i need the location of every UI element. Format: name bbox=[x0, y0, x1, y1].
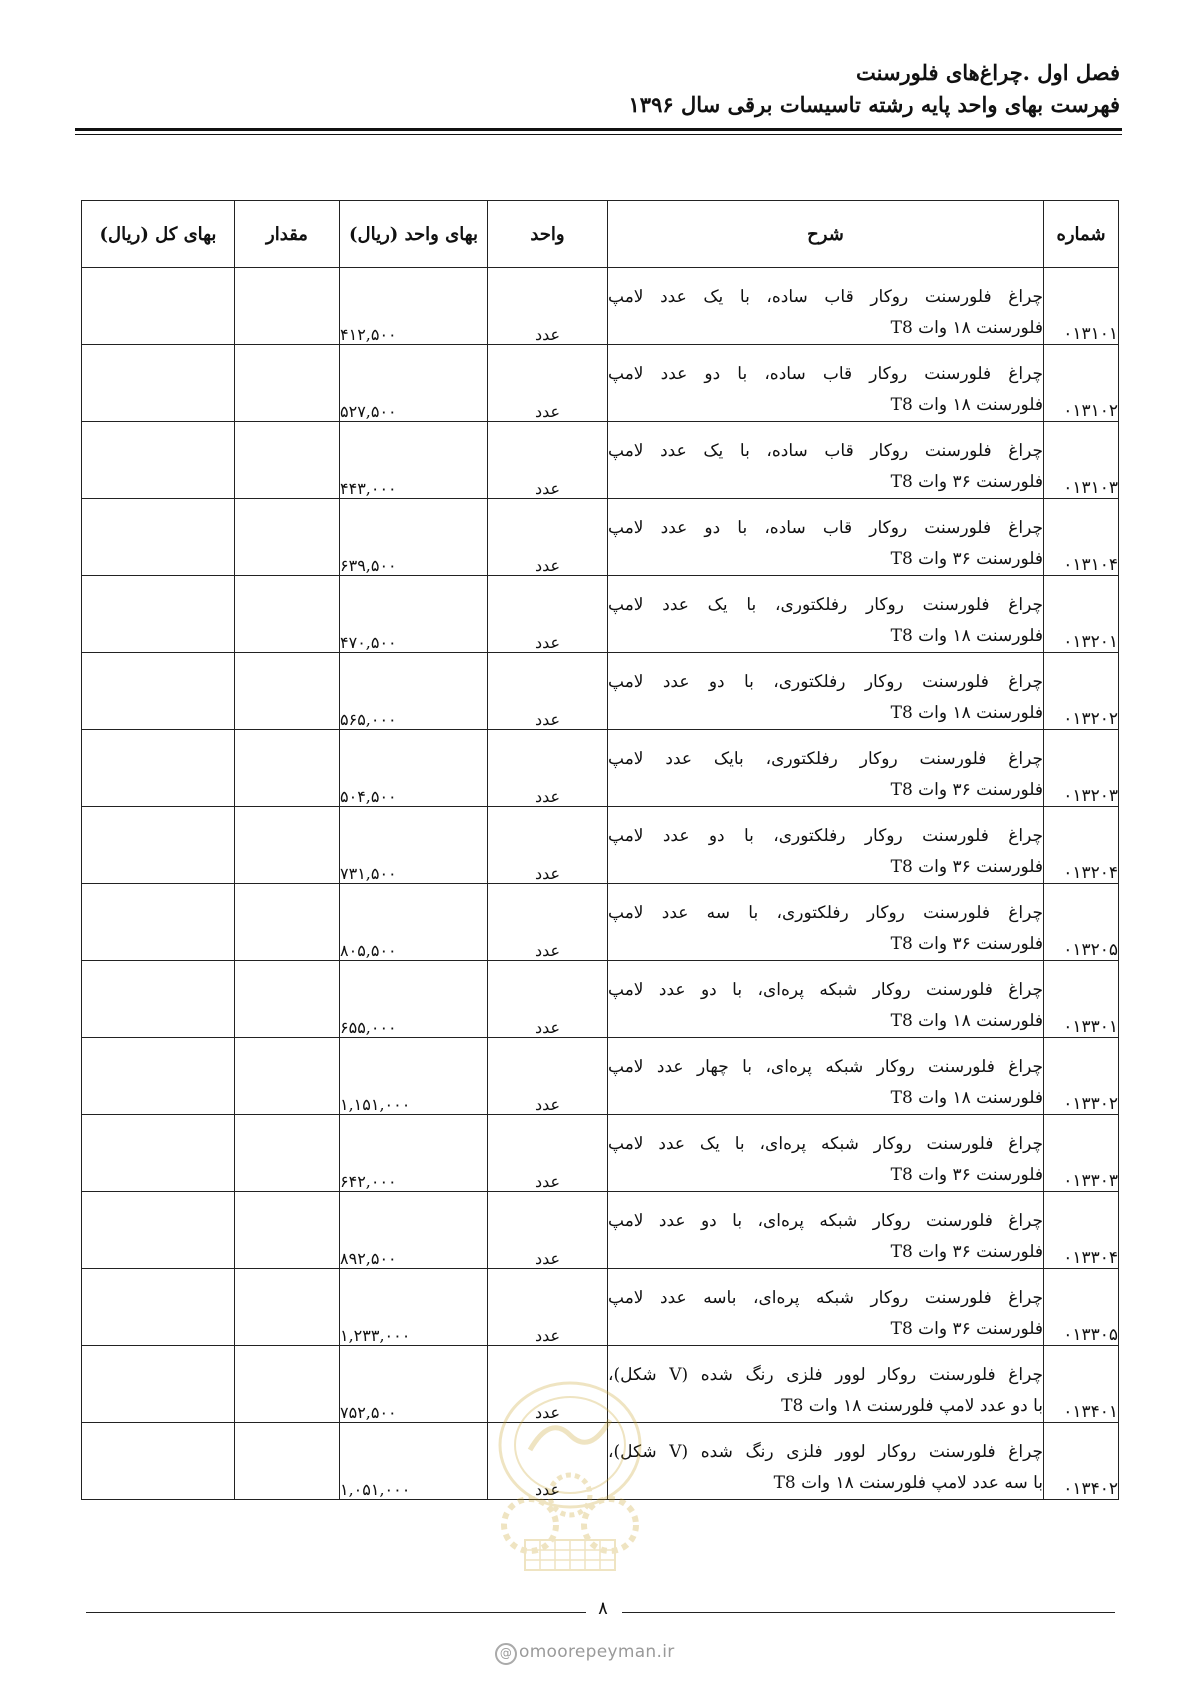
item-description bbox=[608, 961, 1044, 1038]
item-description bbox=[608, 345, 1044, 422]
item-description bbox=[608, 653, 1044, 730]
item-description bbox=[608, 268, 1044, 345]
item-description bbox=[608, 576, 1044, 653]
item-description bbox=[608, 1269, 1044, 1346]
item-unit: عدد bbox=[488, 961, 608, 1038]
item-unit-price: ۴۷۰,۵۰۰ bbox=[340, 576, 488, 653]
table-row bbox=[82, 1269, 1119, 1346]
item-unit: عدد bbox=[488, 884, 608, 961]
item-unit-price: ۱,۱۵۱,۰۰۰ bbox=[340, 1038, 488, 1115]
at-icon: @ bbox=[495, 1643, 517, 1665]
item-total-price bbox=[82, 1346, 235, 1423]
item-quantity bbox=[235, 1192, 340, 1269]
item-code: ۰۱۳۲۰۱ bbox=[1044, 576, 1119, 653]
item-description bbox=[608, 422, 1044, 499]
footer-rule-right bbox=[622, 1612, 1115, 1613]
item-unit-price: ۵۲۷,۵۰۰ bbox=[340, 345, 488, 422]
item-total-price bbox=[82, 1423, 235, 1500]
item-unit-price: ۶۴۲,۰۰۰ bbox=[340, 1115, 488, 1192]
website-footer bbox=[495, 1642, 675, 1665]
description-line-2: فلورسنت ۳۶ وات T8 bbox=[890, 1319, 1043, 1339]
item-unit-price: ۷۳۱,۵۰۰ bbox=[340, 807, 488, 884]
item-quantity bbox=[235, 422, 340, 499]
item-total-price bbox=[82, 422, 235, 499]
item-unit: عدد bbox=[488, 345, 608, 422]
description-line-1: چراغ فلورسنت روکار رفلکتوری، بایک عدد لامپ bbox=[608, 749, 1043, 769]
item-code: ۰۱۳۳۰۳ bbox=[1044, 1115, 1119, 1192]
description-line-2: فلورسنت ۳۶ وات T8 bbox=[890, 1242, 1043, 1262]
table-row bbox=[82, 1192, 1119, 1269]
item-unit: عدد bbox=[488, 499, 608, 576]
item-total-price bbox=[82, 807, 235, 884]
item-unit: عدد bbox=[488, 1269, 608, 1346]
item-quantity bbox=[235, 1423, 340, 1500]
item-total-price bbox=[82, 884, 235, 961]
description-line-2: با سه عدد لامپ فلورسنت ۱۸ وات T8 bbox=[773, 1473, 1043, 1493]
item-code: ۰۱۳۳۰۲ bbox=[1044, 1038, 1119, 1115]
item-total-price bbox=[82, 576, 235, 653]
column-header-unit-price: بهای واحد (ریال) bbox=[340, 201, 488, 268]
description-line-2: فلورسنت ۱۸ وات T8 bbox=[890, 1011, 1043, 1031]
description-line-1: چراغ فلورسنت روکار رفلکتوری، با دو عدد لامپ bbox=[608, 672, 1043, 692]
item-unit: عدد bbox=[488, 422, 608, 499]
table-row bbox=[82, 422, 1119, 499]
item-unit-price: ۵۶۵,۰۰۰ bbox=[340, 653, 488, 730]
item-total-price bbox=[82, 1038, 235, 1115]
item-description bbox=[608, 1192, 1044, 1269]
item-quantity bbox=[235, 807, 340, 884]
item-code: ۰۱۳۱۰۲ bbox=[1044, 345, 1119, 422]
item-total-price bbox=[82, 961, 235, 1038]
item-description bbox=[608, 499, 1044, 576]
item-total-price bbox=[82, 730, 235, 807]
item-unit-price: ۶۳۹,۵۰۰ bbox=[340, 499, 488, 576]
website-text: omoorepeyman.ir bbox=[519, 1642, 675, 1662]
item-description bbox=[608, 1346, 1044, 1423]
item-unit: عدد bbox=[488, 730, 608, 807]
item-unit-price: ۷۵۲,۵۰۰ bbox=[340, 1346, 488, 1423]
description-line-2: فلورسنت ۱۸ وات T8 bbox=[890, 318, 1043, 338]
table-row bbox=[82, 653, 1119, 730]
item-quantity bbox=[235, 499, 340, 576]
item-total-price bbox=[82, 1192, 235, 1269]
table-row bbox=[82, 961, 1119, 1038]
item-total-price bbox=[82, 499, 235, 576]
item-code: ۰۱۳۱۰۱ bbox=[1044, 268, 1119, 345]
page-number: ۸ bbox=[598, 1598, 608, 1619]
item-code: ۰۱۳۲۰۳ bbox=[1044, 730, 1119, 807]
item-quantity bbox=[235, 730, 340, 807]
item-unit: عدد bbox=[488, 576, 608, 653]
item-code: ۰۱۳۴۰۲ bbox=[1044, 1423, 1119, 1500]
chapter-title: فصل اول .چراغ‌های فلورسنت bbox=[855, 60, 1120, 85]
item-unit: عدد bbox=[488, 1038, 608, 1115]
description-line-2: فلورسنت ۳۶ وات T8 bbox=[890, 780, 1043, 800]
header-rule-thin bbox=[75, 134, 1122, 135]
item-quantity bbox=[235, 884, 340, 961]
table-row bbox=[82, 807, 1119, 884]
item-quantity bbox=[235, 1269, 340, 1346]
document-subtitle: فهرست بهای واحد پایه رشته تاسیسات برقی سال ۱۳۹۶ bbox=[628, 92, 1120, 117]
item-unit: عدد bbox=[488, 1423, 608, 1500]
column-header-total-price: بهای کل (ریال) bbox=[82, 201, 235, 268]
item-code: ۰۱۳۳۰۱ bbox=[1044, 961, 1119, 1038]
item-code: ۰۱۳۲۰۲ bbox=[1044, 653, 1119, 730]
item-description bbox=[608, 1423, 1044, 1500]
header-rule-thick bbox=[75, 128, 1122, 131]
column-header-unit: واحد bbox=[488, 201, 608, 268]
table-row bbox=[82, 576, 1119, 653]
price-list-table bbox=[81, 200, 1119, 1500]
table-row bbox=[82, 730, 1119, 807]
item-total-price bbox=[82, 345, 235, 422]
description-line-2: فلورسنت ۳۶ وات T8 bbox=[890, 1165, 1043, 1185]
item-total-price bbox=[82, 268, 235, 345]
item-total-price bbox=[82, 1115, 235, 1192]
description-line-2: فلورسنت ۳۶ وات T8 bbox=[890, 934, 1043, 954]
item-quantity bbox=[235, 268, 340, 345]
item-total-price bbox=[82, 1269, 235, 1346]
description-line-2: فلورسنت ۳۶ وات T8 bbox=[890, 472, 1043, 492]
description-line-1: چراغ فلورسنت روکار قاب ساده، با دو عدد لامپ bbox=[608, 518, 1043, 538]
item-code: ۰۱۳۲۰۴ bbox=[1044, 807, 1119, 884]
table-row bbox=[82, 884, 1119, 961]
item-unit: عدد bbox=[488, 1115, 608, 1192]
table-row bbox=[82, 499, 1119, 576]
table-row bbox=[82, 345, 1119, 422]
item-unit-price: ۱,۲۳۳,۰۰۰ bbox=[340, 1269, 488, 1346]
column-header-code: شماره bbox=[1044, 201, 1119, 268]
description-line-1: چراغ فلورسنت روکار شبکه پره‌ای، با چهار عدد لامپ bbox=[608, 1057, 1043, 1077]
item-unit-price: ۱,۰۵۱,۰۰۰ bbox=[340, 1423, 488, 1500]
item-description bbox=[608, 1038, 1044, 1115]
description-line-1: چراغ فلورسنت روکار رفلکتوری، با دو عدد لامپ bbox=[608, 826, 1043, 846]
description-line-1: چراغ فلورسنت روکار رفلکتوری، با سه عدد لامپ bbox=[608, 903, 1043, 923]
description-line-2: با دو عدد لامپ فلورسنت ۱۸ وات T8 bbox=[781, 1396, 1043, 1416]
item-unit-price: ۸۰۵,۵۰۰ bbox=[340, 884, 488, 961]
item-code: ۰۱۳۱۰۴ bbox=[1044, 499, 1119, 576]
description-line-1: چراغ فلورسنت روکار قاب ساده، با یک عدد لامپ bbox=[608, 441, 1043, 461]
item-unit: عدد bbox=[488, 1192, 608, 1269]
description-line-1: چراغ فلورسنت روکار لوور فلزی رنگ شده (V شکل)، bbox=[608, 1442, 1044, 1462]
item-quantity bbox=[235, 1038, 340, 1115]
page-header bbox=[75, 58, 1120, 120]
description-line-1: چراغ فلورسنت روکار رفلکتوری، با یک عدد لامپ bbox=[608, 595, 1043, 615]
description-line-2: فلورسنت ۱۸ وات T8 bbox=[890, 1088, 1043, 1108]
item-unit: عدد bbox=[488, 268, 608, 345]
description-line-1: چراغ فلورسنت روکار شبکه پره‌ای، با یک عدد لامپ bbox=[608, 1134, 1043, 1154]
item-total-price bbox=[82, 653, 235, 730]
description-line-2: فلورسنت ۱۸ وات T8 bbox=[890, 395, 1043, 415]
footer-rule-left bbox=[86, 1612, 586, 1613]
item-unit: عدد bbox=[488, 1346, 608, 1423]
table-row bbox=[82, 1038, 1119, 1115]
item-unit: عدد bbox=[488, 807, 608, 884]
item-code: ۰۱۳۳۰۵ bbox=[1044, 1269, 1119, 1346]
item-quantity bbox=[235, 345, 340, 422]
item-quantity bbox=[235, 961, 340, 1038]
item-quantity bbox=[235, 1346, 340, 1423]
item-unit-price: ۸۹۲,۵۰۰ bbox=[340, 1192, 488, 1269]
table-row bbox=[82, 268, 1119, 345]
description-line-1: چراغ فلورسنت روکار شبکه پره‌ای، با دو عدد لامپ bbox=[608, 1211, 1043, 1231]
description-line-1: چراغ فلورسنت روکار شبکه پره‌ای، باسه عدد لامپ bbox=[608, 1288, 1043, 1308]
table-row bbox=[82, 1115, 1119, 1192]
description-line-2: فلورسنت ۳۶ وات T8 bbox=[890, 549, 1043, 569]
item-description bbox=[608, 884, 1044, 961]
description-line-2: فلورسنت ۳۶ وات T8 bbox=[890, 857, 1043, 877]
description-line-1: چراغ فلورسنت روکار قاب ساده، با دو عدد لامپ bbox=[608, 364, 1043, 384]
description-line-1: چراغ فلورسنت روکار شبکه پره‌ای، با دو عدد لامپ bbox=[608, 980, 1043, 1000]
item-description bbox=[608, 1115, 1044, 1192]
item-unit-price: ۴۴۳,۰۰۰ bbox=[340, 422, 488, 499]
description-line-2: فلورسنت ۱۸ وات T8 bbox=[890, 703, 1043, 723]
item-code: ۰۱۳۲۰۵ bbox=[1044, 884, 1119, 961]
description-line-1: چراغ فلورسنت روکار قاب ساده، با یک عدد لامپ bbox=[608, 287, 1043, 307]
item-quantity bbox=[235, 576, 340, 653]
item-quantity bbox=[235, 653, 340, 730]
item-unit-price: ۴۱۲,۵۰۰ bbox=[340, 268, 488, 345]
description-line-1: چراغ فلورسنت روکار لوور فلزی رنگ شده (V شکل)، bbox=[608, 1365, 1044, 1385]
company-seal-watermark bbox=[485, 1375, 655, 1575]
item-unit-price: ۵۰۴,۵۰۰ bbox=[340, 730, 488, 807]
item-code: ۰۱۳۳۰۴ bbox=[1044, 1192, 1119, 1269]
table-header-row bbox=[82, 201, 1119, 268]
item-description bbox=[608, 807, 1044, 884]
item-description bbox=[608, 730, 1044, 807]
item-quantity bbox=[235, 1115, 340, 1192]
item-unit-price: ۶۵۵,۰۰۰ bbox=[340, 961, 488, 1038]
column-header-quantity: مقدار bbox=[235, 201, 340, 268]
column-header-description: شرح bbox=[608, 201, 1044, 268]
item-code: ۰۱۳۴۰۱ bbox=[1044, 1346, 1119, 1423]
description-line-2: فلورسنت ۱۸ وات T8 bbox=[890, 626, 1043, 646]
item-code: ۰۱۳۱۰۳ bbox=[1044, 422, 1119, 499]
item-unit: عدد bbox=[488, 653, 608, 730]
